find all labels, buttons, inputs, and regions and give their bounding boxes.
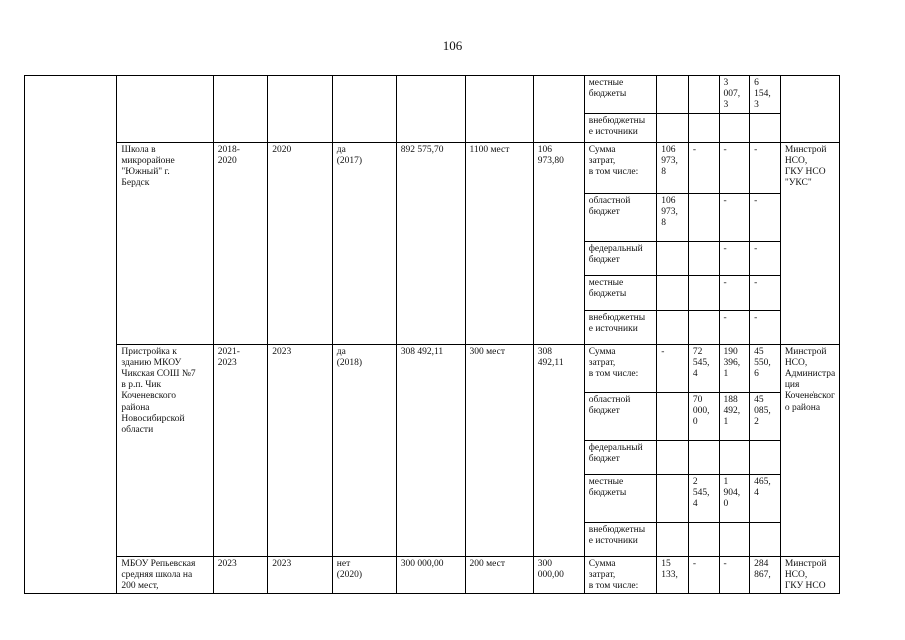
- project-name: Пристройка к зданию МКОУ Чикская СОШ №7 в р.п. Чик Коченевского района Новосибирской области: [117, 344, 213, 556]
- value-cell: -: [750, 142, 781, 193]
- value-cell: -: [750, 193, 781, 241]
- value-cell: [657, 392, 689, 440]
- project-name: МБОУ Репьевская средняя школа на 200 мест,: [117, 556, 213, 594]
- source-label: федеральный бюджет: [584, 241, 657, 275]
- value-cell: 106 973, 8: [657, 193, 689, 241]
- value-cell: 465, 4: [750, 474, 781, 522]
- value-cell: -: [688, 556, 719, 594]
- source-label: федеральный бюджет: [584, 440, 657, 474]
- value-cell: [688, 113, 719, 142]
- carryover-name-cell: [117, 76, 213, 143]
- project-year-end: 2023: [268, 556, 333, 594]
- value-cell: -: [719, 310, 750, 344]
- project-capacity: 300 мест: [465, 344, 533, 556]
- value-cell: [688, 310, 719, 344]
- value-cell: 2 545, 4: [688, 474, 719, 522]
- carryover-cost-cell: [396, 76, 465, 143]
- table-row: [25, 556, 905, 594]
- source-label: внебюджетны е источники: [584, 310, 657, 344]
- page-bottom-mask: [0, 597, 905, 640]
- source-label: Сумма затрат, в том числе:: [584, 556, 657, 594]
- value-cell: 70 000, 0: [688, 392, 719, 440]
- table-row: [25, 76, 905, 114]
- source-label: внебюджетны е источники: [584, 113, 657, 142]
- value-cell: 284 867,: [750, 556, 781, 594]
- value-cell: 188 492, 1: [719, 392, 750, 440]
- value-cell: -: [750, 310, 781, 344]
- value-cell: [750, 522, 781, 556]
- source-label: местные бюджеты: [584, 474, 657, 522]
- value-cell: [719, 113, 750, 142]
- value-cell: -: [719, 142, 750, 193]
- page-number: 106: [442, 38, 463, 53]
- source-label: внебюджетны е источники: [584, 522, 657, 556]
- value-cell: -: [719, 556, 750, 594]
- value-cell: 1 904, 0: [719, 474, 750, 522]
- source-label: областной бюджет: [584, 392, 657, 440]
- value-cell: [657, 310, 689, 344]
- value-cell: -: [688, 142, 719, 193]
- value-cell: -: [750, 275, 781, 310]
- value-cell: 15 133,: [657, 556, 689, 594]
- value-cell: [657, 76, 689, 114]
- carryover-capacity-cell: [465, 76, 533, 143]
- project-period: 2021- 2023: [213, 344, 267, 556]
- project-responsible: Минстрой НСО, ГКУ НСО: [780, 556, 839, 594]
- carryover-period-cell: [213, 76, 267, 143]
- project-year-end: 2020: [268, 142, 333, 344]
- value-cell: 106 973, 8: [657, 142, 689, 193]
- value-cell: -: [719, 241, 750, 275]
- value-cell: [657, 440, 689, 474]
- project-estimate: 300 000,00: [533, 556, 584, 594]
- project-name: Школа в микрорайоне "Южный" г. Бердск: [117, 142, 213, 344]
- project-cost: 308 492,11: [396, 344, 465, 556]
- project-responsible: Минстрой НСО, ГКУ НСО "УКС": [780, 142, 839, 344]
- project-estimate: 106 973,80: [533, 142, 584, 344]
- project-design: да (2018): [332, 344, 396, 556]
- investment-table: [24, 75, 905, 594]
- carryover-estimate-cell: [533, 76, 584, 143]
- value-cell: 72 545, 4: [688, 344, 719, 392]
- project-responsible: Минстрой НСО, Администра ция Кочене̇вског о района: [780, 344, 839, 556]
- value-cell: 45 550, 6: [750, 344, 781, 392]
- value-cell: [657, 241, 689, 275]
- value-cell: [750, 113, 781, 142]
- value-cell: [657, 113, 689, 142]
- carryover-design-cell: [332, 76, 396, 143]
- source-label: областной бюджет: [584, 193, 657, 241]
- project-period: 2018- 2020: [213, 142, 267, 344]
- carryover-responsible-cell: [780, 76, 839, 143]
- value-cell: [657, 275, 689, 310]
- value-cell: -: [719, 275, 750, 310]
- table-row: [25, 344, 905, 392]
- value-cell: -: [719, 193, 750, 241]
- project-design: нет (2020): [332, 556, 396, 594]
- value-cell: [688, 193, 719, 241]
- table-row: [25, 142, 905, 193]
- value-cell: [688, 522, 719, 556]
- project-estimate: 308 492,11: [533, 344, 584, 556]
- project-cost: 892 575,70: [396, 142, 465, 344]
- carryover-year-end-cell: [268, 76, 333, 143]
- source-label: Сумма затрат, в том числе:: [584, 142, 657, 193]
- project-capacity: 200 мест: [465, 556, 533, 594]
- source-label: Сумма затрат, в том числе:: [584, 344, 657, 392]
- value-cell: [719, 522, 750, 556]
- value-cell: [688, 76, 719, 114]
- project-design: да (2017): [332, 142, 396, 344]
- project-period: 2023: [213, 556, 267, 594]
- value-cell: 45 085, 2: [750, 392, 781, 440]
- source-label: местные бюджеты: [584, 76, 657, 114]
- value-cell: -: [657, 344, 689, 392]
- value-cell: [750, 440, 781, 474]
- value-cell: [657, 474, 689, 522]
- value-cell: [719, 440, 750, 474]
- value-cell: [688, 440, 719, 474]
- project-capacity: 1100 мест: [465, 142, 533, 344]
- left-blank-cell: [25, 76, 117, 594]
- value-cell: 3 007, 3: [719, 76, 750, 114]
- value-cell: 6 154, 3: [750, 76, 781, 114]
- value-cell: -: [750, 241, 781, 275]
- project-cost: 300 000,00: [396, 556, 465, 594]
- project-year-end: 2023: [268, 344, 333, 556]
- source-label: местные бюджеты: [584, 275, 657, 310]
- value-cell: [688, 241, 719, 275]
- value-cell: [657, 522, 689, 556]
- value-cell: 190 396, 1: [719, 344, 750, 392]
- value-cell: [688, 275, 719, 310]
